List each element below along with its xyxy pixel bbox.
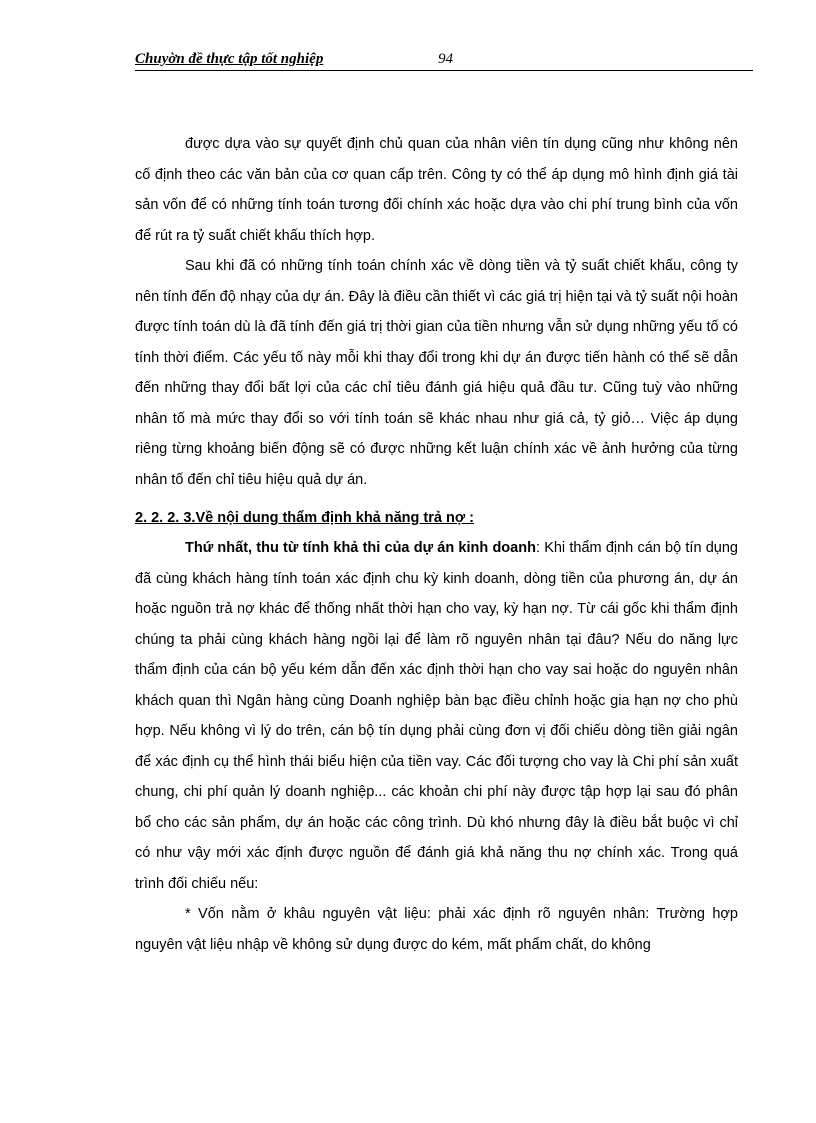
paragraph-3-lead: Thứ nhất, thu từ tính khả thi của dự án kinh doanh [185, 540, 536, 556]
header-title: Chuyờn đề thực tập tốt nghiệp [135, 51, 324, 67]
document-body [135, 129, 738, 960]
paragraph-4: * Vốn nằm ở khâu nguyên vật liệu: phải xác định rõ nguyên nhân: Trường hợp nguyên vật liệu nhập về không sử dụng được do kém, mất phẩm chất, do không [135, 906, 738, 953]
paragraph-3-text: : Khi thẩm định cán bộ tín dụng đã cùng khách hàng tính toán xác định chu kỳ kinh doanh, dòng tiền của phương án, dự án hoặc nguồn trả nợ khác để thống nhất thời hạn cho vay, kỳ hạn nợ. Từ cái gốc khi thẩm định chúng ta phải cùng khách hàng ngồi lại để làm rõ nguyên nhân tại đâu? Nếu do năng lực thẩm định của cán bộ yếu kém dẫn đến xác định thời hạn cho vay sai hoặc do nguyên nhân khách quan thì Ngân hàng cùng Doanh nghiệp bàn bạc điều chỉnh hoặc gia hạn nợ cho phù hợp. Nếu không vì lý do trên, cán bộ tín dụng phải cùng đơn vị đối chiếu dòng tiền giải ngân để xác định cụ thể hình thái biểu hiện của tiền vay. Các đối tượng cho vay là Chi phí sản xuất chung, chi phí quản lý doanh nghiệp... các khoản chi phí này được tập hợp lại sau đó phân bổ cho các sản phẩm, dự án hoặc các công trình. Dù khó nhưng đây là điều bắt buộc vì chỉ có như vậy mới xác định được nguồn để đánh giá khả năng thu nợ chính xác. Trong quá trình đối chiếu nếu: [135, 540, 738, 892]
paragraph-1: được dựa vào sự quyết định chủ quan của nhân viên tín dụng cũng như không nên cố định theo các văn bản của cơ quan cấp trên. Công ty có thể áp dụng mô hình định giá tài sản vốn để có những tính toán tương đối chính xác hoặc dựa vào chi phí trung bình của vốn để rút ra tỷ suất chiết khấu thích hợp. [135, 136, 738, 244]
paragraph-2: Sau khi đã có những tính toán chính xác về dòng tiền và tỷ suất chiết khấu, công ty nên tính đến độ nhạy của dự án. Đây là điều cần thiết vì các giá trị hiện tại và tỷ suất nội hoàn được tính toán dù là đã tính đến giá trị thời gian của tiền nhưng vẫn sử dụng những yếu tố có tính thời điểm. Các yếu tố này mỗi khi thay đổi trong khi dự án được tiến hành có thể sẽ dẫn đến những thay đổi bất lợi của các chỉ tiêu đánh giá hiệu quả đầu tư. Cũng tuỳ vào những nhân tố mà mức thay đổi so với tính toán sẽ khác nhau như giá cả, tỷ giỏ… Việc áp dụng riêng từng khoảng biến động sẽ có được những kết luận chính xác về ảnh hưởng của từng nhân tố đến chỉ tiêu hiệu quả dự án. [135, 258, 738, 488]
section-heading: 2. 2. 2. 3.Về nội dung thẩm định khả năng trả nợ : [135, 510, 475, 526]
page-number: 94 [438, 51, 453, 67]
page-header [135, 50, 753, 71]
paragraph-3 [135, 533, 738, 899]
